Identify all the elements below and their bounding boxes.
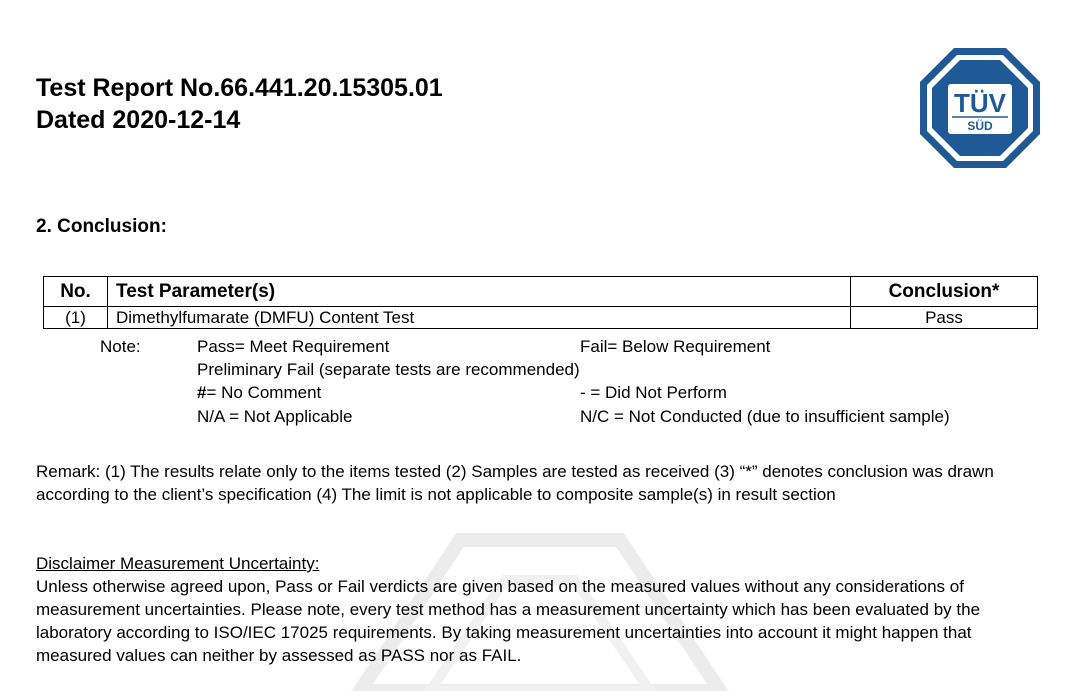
header-conclusion: Conclusion* [851,277,1038,307]
header-test-parameter: Test Parameter(s) [108,277,851,307]
no-comment-symbol: # [197,383,207,402]
tuv-sud-logo [918,46,1042,170]
remark-text: Remark: (1) The results relate only to the items tested (2) Samples are tested as received (3) “*” denotes conclusion was drawn according to the client’s specification (4) The limit is not applicable to composite sample(s) in result section [36,462,994,504]
header-no: No. [44,277,108,307]
note-fail: Fail= Below Requirement [580,337,771,356]
note-not-applicable: N/A = Not Applicable [197,407,353,426]
row-conclusion: Pass [851,307,1038,329]
row-no: (1) [44,307,108,329]
note-label: Note: [100,337,141,356]
report-date: Dated 2020-12-14 [36,106,241,134]
conclusion-table [43,276,1038,329]
logo-text-bottom: SÜD [967,119,993,133]
note-did-not-perform: - = Did Not Perform [580,383,727,402]
disclaimer-heading: Disclaimer Measurement Uncertainty: [36,554,320,573]
note-not-conducted: N/C = Not Conducted (due to insufficient sample) [580,407,950,426]
section-heading: 2. Conclusion: [36,216,167,237]
logo-text-top: TÜV [954,88,1006,118]
disclaimer-text: Unless otherwise agreed upon, Pass or Fail verdicts are given based on the measured values without any considerations of measurement uncertainties. Please note, every test method has a measurement uncertainty which has been evaluated by the laboratory according to ISO/IEC 17025 requirements. By taking measurement uncertainties into account it might happen that measured values can neither by assessed as PASS nor as FAIL. [36,577,981,665]
report-header [36,72,443,136]
note-pass: Pass= Meet Requirement [197,337,390,356]
note-no-comment [197,381,321,404]
no-comment-text: = No Comment [206,383,322,402]
report-number: Test Report No.66.441.20.15305.01 [36,74,443,102]
note-preliminary: Preliminary Fail (separate tests are recommended) [197,360,580,379]
row-parameter: Dimethylfumarate (DMFU) Content Test [108,307,851,329]
table-row [44,307,1038,329]
table-header-row [44,277,1038,307]
